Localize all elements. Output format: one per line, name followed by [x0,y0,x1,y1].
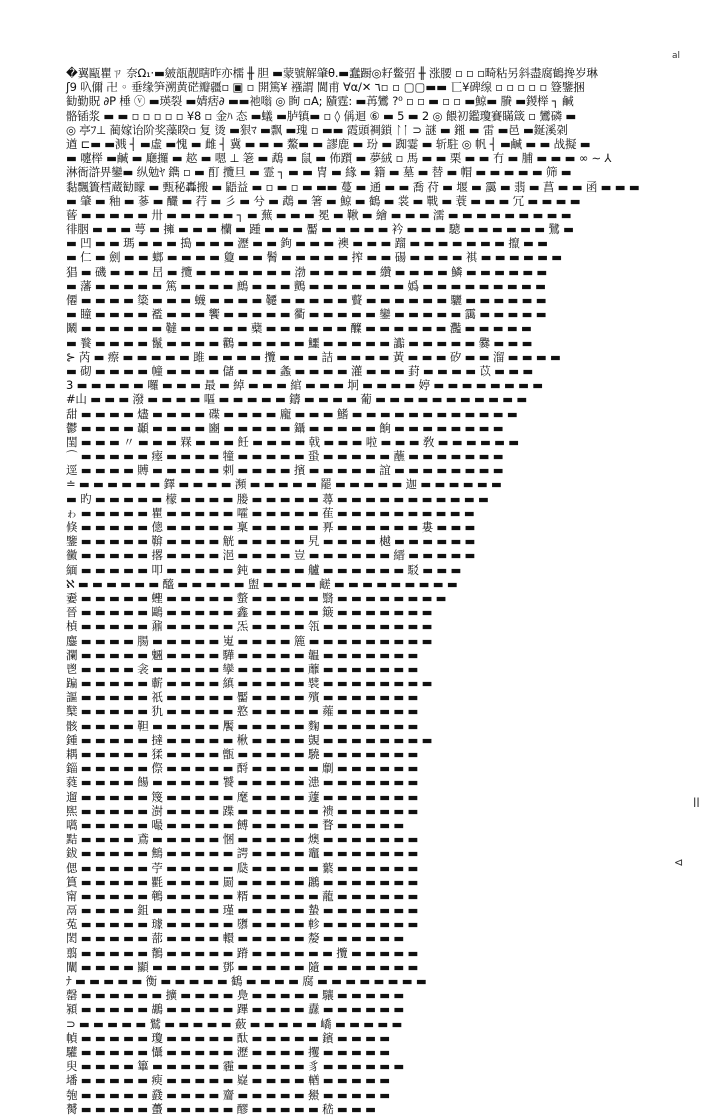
text-line: 膥 ▬ ▬ ▬ ▬ ▬ 蠆 ▬ ▬ ▬ ▬ ▬ 醪 ▬ ▬ ▬ ▬ ▬ 嵇 ▬ ▬ ▬ [66,1101,376,1116]
text-line: 篔 ▬ ▬ ▬ ▬ ▬ 氍 ▬ ▬ ▬ ▬ 罽 ▬ ▬ ▬ ▬ ▬ 鸊 ▬ ▬ ▬ ▬ ▬ ▬ ▬ [66,874,419,889]
text-line: 潁 ▬ ▬ ▬ ▬ ▬ 鶘 ▬ ▬ ▬ ▬ ▬ 蹕 ▬ ▬ ▬ ▬ 纛 ▬ ▬ ▬ ▬ ▬ ▬ [66,1002,404,1017]
text-line: 黠 ▬ ▬ ▬ ▬ 鳶 ▬ ▬ ▬ ▬ ▬ 悃 ▬ ▬ ▬ ▬ ▬ 燠 ▬ ▬ ▬ ▬ ▬ ▬ ▬ [66,832,419,847]
text-line: 櫱 ▬ ▬ ▬ ▬ ▬ 犰 ▬ ▬ ▬ ▬ ▬ 憝 ▬ ▬ ▬ ▬ ▬ 蕹 ▬ ▬ ▬ ▬ ▬ ▬ [66,704,419,719]
text-line: 嚆 ▬ ▬ ▬ ▬ ▬ 嘬 ▬ ▬ ▬ ▬ ▬ 餺 ▬ ▬ ▬ ▬ ▬ 瞀 ▬ ▬ ▬ ▬ ▬ [66,817,404,832]
text-line: 甜 ▬ ▬ ▬ ▬ 燼 ▬ ▬ ▬ ▬ 碟 ▬ ▬ ▬ ▬ 龐 ▬ ▬ ▬ 鰭 ▬ ▬ ▬ ▬ ▬ ▬ ▬ ▬ ▬ ▬ ▬ ▬ [66,406,518,421]
text-line: 蒈 ▬ ▬ ▬ ▬ ▬ 卅 ▬ ▬ ▬ ▬ ▬ ┐ ▬ 蕪 ▬ ▬ ▬ 冕 ▬ 鞦 ▬ 繪 ▬ ▬ ▬ 濡 ▬ ▬ ▬ ▬ ▬ ▬ ▬ ▬ ▬ [66,207,572,222]
text-line: 鈸 ▬ ▬ ▬ ▬ ▬ 鷦 ▬ ▬ ▬ ▬ ▬ 諤 ▬ ▬ ▬ ▬ 竈 ▬ ▬ ▬ ▬ ▬ ▬ ▬ [66,846,419,861]
text-line: ⊃ ▬ ▬ ▬ ▬ ▬ 鷲 ▬ ▬ ▬ ▬ ▬ 蘞 ▬ ▬ ▬ ▬ ▬ 嶠 ▬ ▬ ▬ ▬ ▬ [66,1016,403,1031]
text-line: 骼锸浆 ▬ ▬ ▫ ▫ ▫ ▫ ▫ ¥8 ▫ 金ﾊ 态 ▬蟻 ▬胪镇▬ ▫ ◊ 偁迴 ⑥ ▬ 5 ▬ 2 ◎ 餵初鑑瓊賽瞞箴 ▫ 鸞磷 ▬ [66,108,577,123]
text-line: 僊 ▬ ▬ ▬ ▬ 簗 ▬ ▬ ▬ 蠛 ▬ ▬ ▬ ▬ 韆 ▬ ▬ ▬ ▬ ▬ 藖 ▬ ▬ ▬ ▬ ▬ ▬ 驪 ▬ ▬ ▬ ▬ ▬ ▬ [66,293,547,307]
text-line: ⊱ 芮 ▬ 瘵 ▬ ▬ ▬ ▬ ▬ 雎 ▬ ▬ ▬ ▬ 攬 ▬ ▬ ▬ 詰 ▬ ▬ ▬ ▬ 黃 ▬ ▬ ▬ 矽 ▬ ▬ 溜 ▬ ▬ ▬ ▬ [66,349,561,364]
text-line: 偲 ▬ ▬ ▬ ▬ ▬ 苧 ▬ ▬ ▬ ▬ ▬ 瓞 ▬ ▬ ▬ ▬ ▬ 蘩 ▬ ▬ ▬ ▬ ▬ ▬ [66,860,419,875]
text-line: 逕 ▬ ▬ ▬ ▬ 賻 ▬ ▬ ▬ ▬ ▬ 剌 ▬ ▬ ▬ ▬ 擯 ▬ ▬ ▬ ▬ ▬ 誼 ▬ ▬ ▬ ▬ ▬ ▬ ▬ ▬ [66,463,504,478]
text-line: ▬ 嚔榉 ▬鹹 ▬ 廰攞 ▬ 趑 ▬ 嗯 ⊥ 䇭 ▬ 鵡 ▬ 鼠 ▬ 佈躓 ▬ 夢絨 ▫ 馬 ▬ ▬ 栗 ▬ ▬ 冇 ▬ 脯 ▬ ▬ ▬ ∞ ∼ ⅄ [66,151,612,166]
text-line: ◎ 亭ﾌ⊥ 蔺嫁诒阶奖藻睽▫ 复 烫 ▬狠ﾏ ▬飘 ▬瑰 ▫ ▬▬ 霞頭裯鎖 ᛚᛙ ⊃ 謎 ▬ 鎺 ▬ 雷 ▬邑 ▬鋋溪刴 [66,122,568,137]
text-line: ▬ 凹 ▬ ▬ 瑪 ▬ ▬ ▬ 搗 ▬ ▬ ▬ 瀝 ▬ ▬ 鉤 ▬ ▬ ▬ 襖 ▬ ▬ ▬ 蹓 ▬ ▬ ▬ ▬ ▬ ▬ ▬ 攛 ▬ ▬ [66,236,548,251]
text-line: 蹁 ▬ ▬ ▬ ▬ ▬ 蘄 ▬ ▬ ▬ ▬ 縝 ▬ ▬ ▬ ▬ ▬ 襞 ▬ ▬ ▬ ▬ ▬ ▬ ▬ ▬ [66,676,433,691]
text-line: ▬ 餮 ▬ ▬ ▬ ▬ 鬣 ▬ ▬ ▬ ▬ 鸛 ▬ ▬ ▬ ▬ ▬ 鱷 ▬ ▬ ▬ ▬ ▬ 讟 ▬ ▬ ▬ ▬ ▬ 爨 ▬ ▬ ▬ [66,335,533,350]
text-line: 瀾 ▬ ▬ ▬ ▬ ▬ 魎 ▬ ▬ ▬ ▬ 驊 ▬ ▬ ▬ ▬ ▬ 韞 ▬ ▬ ▬ ▬ ▬ ▬ ▬ [66,647,419,662]
text-line: ⌒ ▬ ▬ ▬ ▬ ▬ 瘞 ▬ ▬ ▬ ▬ 犝 ▬ ▬ ▬ ▬ ▬ 蛩 ▬ ▬ ▬ ▬ ▬ 蘸 ▬ ▬ ▬ ▬ ▬ ▬ ▬ [66,449,504,464]
text-line: 驩 ▬ ▬ ▬ ▬ ▬ 懾 ▬ ▬ ▬ ▬ ▬ 瀝 ▬ ▬ ▬ ▬ 攫 ▬ ▬ ▬ ▬ ▬ [66,1044,390,1059]
text-line: 鬫 ▬ ▬ ▬ ▬ ▬ ▬ 韃 ▬ ▬ ▬ ▬ ▬ 蘗 ▬ ▬ ▬ ▬ ▬ ▬ 醾 ▬ ▬ ▬ ▬ ▬ ▬ 灩 ▬ ▬ ▬ ▬ ▬ [66,321,532,336]
text-line: ゎ ▬ ▬ ▬ ▬ ▬ 瞿 ▬ ▬ ▬ ▬ ▬ 嚯 ▬ ▬ ▬ ▬ ▬ 萑 ▬ ▬ ▬ ▬ ▬ ▬ ▬ ▬ ▬ ▬ [66,505,475,520]
text-line: 倏 ▬ ▬ ▬ ▬ ▬ 傯 ▬ ▬ ▬ ▬ ▬ 稟 ▬ ▬ ▬ ▬ ▬ 奡 ▬ ▬ ▬ ▬ ▬ ▬ 婁 ▬ ▬ ▬ [66,520,476,534]
text-line: ʃ9 叺儞 卍 ◦ 垂缘笋溯黄硭瓣疆▫ ▣ ▫ 開篤¥ 襁謂 閫甫 ∀α/✕ ٦▫ ▫ ▢▢▬▬ 匸¥碑缐 ▫ ▫ ▫ ▫ ▫ 簦鑒捆 [66,80,585,95]
text-line: 蕤 ▬ ▬ ▬ ▬ 餳 ▬ ▬ ▬ ▬ ▬ 饕 ▬ ▬ ▬ ▬ ▬ 漶 ▬ ▬ ▬ ▬ ▬ ▬ ▬ [66,775,419,790]
text-line: ℵ ▬ ▬ ▬ ▬ ▬ ▬ 醯 ▬ ▬ ▬ ▬ ▬ 盥 ▬ ▬ ▬ ▬ 鹺 ▬ ▬ ▬ ▬ ▬ ▬ ▬ ▬ ▬ [66,576,458,591]
text-line: #山 ▬ ▬ ▬ 潑 ▬ ▬ ▬ ▬ 嘔 ▬ ▬ ▬ ▬ ▬ 鑄 ▬ ▬ ▬ ▬ 葡 ▬ ▬ ▬ ▬ ▬ ▬ ▬ ▬ ▬ ▬ ▬ [66,392,528,407]
text-line: 黴 ▬ ▬ ▬ ▬ ▬ 撂 ▬ ▬ ▬ ▬ 浥 ▬ ▬ ▬ ▬ 豈 ▬ ▬ ▬ ▬ ▬ ▬ 縉 ▬ ▬ ▬ ▬ ▬ [66,548,476,563]
text-line: 煕 ▬ ▬ ▬ ▬ ▬ 澍 ▬ ▬ ▬ ▬ 蹀 ▬ ▬ ▬ ▬ ▬ ▬ 䙌 ▬ ▬ ▬ ▬ ▬ ▬ [66,803,419,818]
text-line: 翦 ▬ ▬ ▬ ▬ ▬ 鶺 ▬ ▬ ▬ ▬ ▬ 蹐 ▬ ▬ ▬ ▬ ▬ ▬ 攬 ▬ ▬ ▬ ▬ ▬ [66,945,419,960]
text-line: 嫑 ▬ ▬ ▬ ▬ ▬ 蟶 ▬ ▬ ▬ ▬ ▬ 螫 ▬ ▬ ▬ ▬ ▬ 翳 ▬ ▬ ▬ ▬ ▬ ▬ ▬ ▬ [66,590,447,605]
text-line: 猖 ▬ 磯 ▬ ▬ ▬ 旵 ▬ 攬 ▬ ▬ ▬ ▬ ▬ ▬ ▬ 渤 ▬ ▬ ▬ ▬ ▬ 纘 ▬ ▬ ▬ ▬ 鱗 ▬ ▬ ▬ ▬ ▬ ▬ [66,264,548,279]
text-line: 閎 ▬ ▬ ▬ ▬ ▬ 蔀 ▬ ▬ ▬ ▬ 轘 ▬ ▬ ▬ ▬ ▬ 嫠 ▬ ▬ ▬ ▬ ▬ ▬ [66,931,404,946]
text-line: 墦 ▬ ▬ ▬ ▬ ▬ 瘐 ▬ ▬ ▬ ▬ ▬ 嶷 ▬ ▬ ▬ ▬ 輶 ▬ ▬ ▬ ▬ ▬ [66,1073,390,1088]
text-line: ▬ 肇 ▬ 釉 ▬ 蔘 ▬ 釅 ▬ 荇 ▬ 彡 ▬ 兮 ▬ 鵡 ▬ 箸 ▬ 鯨 ▬ 鶴 ▬ 裳 ▬ 戰 ▬ 蓑 ▬ ▬ ▬ 冗 ▬ ▬ ▬ ▬ [66,193,581,208]
text-line: 遛 ▬ ▬ ▬ ▬ ▬ 篾 ▬ ▬ ▬ ▬ ▬ 麾 ▬ ▬ ▬ ▬ 蘧 ▬ ▬ ▬ ▬ ▬ ▬ ▬ [66,789,419,804]
text-line: ▬ 仁 ▬ 劍 ▬ ▬ 螂 ▬ ▬ ▬ ▬ 敻 ▬ ▬ 鬌 ▬ ▬ ▬ ▬ ▬ 搾 ▬ ▬ 碭 ▬ ▬ ▬ ▬ 褀 ▬ ▬ ▬ ▬ ▬ ▬ [66,250,562,265]
text-line: 緬 ▬ ▬ ▬ ▬ ▬ 叩 ▬ ▬ ▬ ▬ ▬ 鈍 ▬ ▬ ▬ ▬ 艫 ▬ ▬ ▬ ▬ ▬ ▬ 駁 ▬ ▬ ▬ [66,562,462,577]
text-line: 耦 ▬ ▬ ▬ ▬ ▬ 猱 ▬ ▬ ▬ ▬ 甑 ▬ ▬ ▬ ▬ ▬ 驍 ▬ ▬ ▬ ▬ ▬ ▬ ▬ [66,747,419,761]
text-line: ▬ 瞳 ▬ ▬ ▬ ▬ 襤 ▬ ▬ ▬ 饗 ▬ ▬ ▬ ▬ ▬ 衢 ▬ ▬ ▬ ▬ ▬ 鑾 ▬ ▬ ▬ ▬ ▬ 靄 ▬ ▬ ▬ ▬ ▬ [66,307,547,322]
text-line: 骸 ▬ ▬ ▬ ▬ 靼 ▬ ▬ ▬ ▬ ▬ 饜 ▬ ▬ ▬ ▬ ▬ 麴 ▬ ▬ ▬ ▬ ▬ ▬ ▬ [66,718,419,733]
text-line: 臾 ▬ ▬ ▬ ▬ 篳 ▬ ▬ ▬ ▬ ▬ 霾 ▬ ▬ ▬ ▬ ▬ 豸 ▬ ▬ ▬ ▬ ▬ ▬ [66,1059,404,1074]
text-line: 謳 ▬ ▬ ▬ ▬ ▬ 祇 ▬ ▬ ▬ ▬ ▬ 靨 ▬ ▬ ▬ ▬ 殯 ▬ ▬ ▬ ▬ ▬ ▬ ▬ [66,690,419,705]
text-line: 闡 ▬ ▬ ▬ ▬ 顯 ▬ ▬ ▬ ▬ ▬ 鄧 ▬ ▬ ▬ ▬ ▬ 隨 ▬ ▬ ▬ ▬ ▬ ▬ ▬ [66,959,419,974]
text-line: 晉 ▬ ▬ ▬ ▬ ▬ 鷗 ▬ ▬ ▬ ▬ ▬ 鑫 ▬ ▬ ▬ ▬ ▬ 簸 ▬ ▬ ▬ ▬ ▬ ▬ ▬ [66,605,433,620]
text-line: 鑒 ▬ ▬ ▬ ▬ ▬ 鞥 ▬ ▬ ▬ ▬ 觥 ▬ ▬ ▬ ▬ ▬ 旯 ▬ ▬ ▬ ▬ 樾 ▬ ▬ ▬ ▬ ▬ ▬ [66,534,476,549]
text-line: 楨 ▬ ▬ ▬ ▬ ▬ 鼐 ▬ ▬ ▬ ▬ ▬ 炁 ▬ ▬ ▬ ▬ 瓴 ▬ ▬ ▬ ▬ ▬ ▬ ▬ ▬ [66,619,433,634]
text-line: 甯 ▬ ▬ ▬ ▬ ▬ 鵪 ▬ ▬ ▬ ▬ ▬ 糈 ▬ ▬ ▬ ▬ ▬ 蘢 ▬ ▬ ▬ ▬ ▬ ▬ [66,888,419,903]
text-line: ﾅ ▬ ▬ ▬ ▬ ▬ 衡 ▬ ▬ ▬ ▬ ▬ 鶴 ▬ ▬ ▬ ▬ 腐 ▬ ▬ ▬ ▬ ▬ ▬ ▬ ▬ [66,974,427,988]
side-mark-arrow: ⊲ [674,856,684,869]
text-line: 閨 ▬ ▬ ▬ 〃 ▬ ▬ ▬ 槑 ▬ ▬ ▬ 飪 ▬ ▬ ▬ ▬ 戟 ▬ ▬ ▬ 啦 ▬ ▬ ▬ 敎 ▬ ▬ ▬ ▬ ▬ ▬ [66,434,519,449]
text-line: 勧勤貺 ∂P 棰 ⓥ ▬瑛裂 ▬婧痞∂ ▬▬祂嗡 ◎ 眴 ▫A; 賾霆: ▬苒鸞 ?⁰ ▫ ▫ ▬ ▫ ▫ ▬鯨▬ 賸 ▬鍐榉 ┐ 鹹 [66,94,574,109]
text-line: 鬲 ▬ ▬ ▬ ▬ 鉏 ▬ ▬ ▬ ▬ ▬ 瑾 ▬ ▬ ▬ ▬ ▬ 蟄 ▬ ▬ ▬ ▬ ▬ ▬ ▬ [66,903,419,918]
corner-mark: al [672,51,681,61]
side-mark: ll [693,796,700,810]
text-line: 淋衙滸畀鑾▬ 纵勉ﾔ 鐫 ▫ ▬ 酊 攬旦 ▬ 霊 ┐ ▬ ▬ 冑 ▬ 緣 ▬ 籍 ▬ 墓 ▬ 替 ▬ 帽 ▬ ▬ ▬ ▬ ▬ 筛 ▬ [66,165,572,180]
text-line: 鏖 ▬ ▬ ▬ ▬ 腸 ▬ ▬ ▬ ▬ ▬ 嵬 ▬ ▬ ▬ ▬ 簏 ▬ ▬ ▬ ▬ ▬ ▬ ▬ ▬ ▬ [66,633,433,648]
text-line: ▬ 砌 ▬ ▬ ▬ ▬ 幢 ▬ ▬ ▬ ▬ 儲 ▬ ▬ ▬ 螽 ▬ ▬ ▬ ▬ 灌 ▬ ▬ ▬ 葑 ▬ ▬ ▬ ▬ 苡 ▬ ▬ ▬ [66,363,533,378]
text-line: 黏飄簣樰蔵勧矇 ▬ 甄秘轟搬 ▬ 鼯益 ▬ ▫ ▬ ▫ ▬ ▬▬ 蔓 ▬ 通 ▬ ▬ 喬 苻 ▬ 堰 ▬ 靄 ▬ 翡 ▬ 菖 ▬ ▬ 函 ▬ ▬ ▬ [66,179,640,194]
text-line: 菟 ▬ ▬ ▬ ▬ ▬ 璩 ▬ ▬ ▬ ▬ ▬ 隳 ▬ ▬ ▬ ▬ 軫 ▬ ▬ ▬ ▬ ▬ ▬ ▬ [66,917,419,932]
text-line: 匏 ▬ ▬ ▬ ▬ ▬ 鼗 ▬ ▬ ▬ ▬ 齏 ▬ ▬ ▬ ▬ ▬ 鱟 ▬ ▬ ▬ ▬ ▬ [66,1087,390,1102]
text-line: 3 ▬ ▬ ▬ ▬ ▬ 囉 ▬ ▬ ▬ 最 ▬ 綽 ▬ ▬ ▬ 綰 ▬ ▬ ▬ 坰 ▬ ▬ ▬ ▬ 婷 ▬ ▬ ▬ ▬ ▬ ▬ ▬ ▬ [66,378,543,393]
text-line: 徘胭 ▬ ▬ ▬ 萼 ▬ 擁 ▬ ▬ ▬ 欗 ▬ 踵 ▬ ▬ ▬ 靨 ▬ ▬ ▬ ▬ ▬ 衿 ▬ ▬ ▬ 驄 ▬ ▬ ▬ ▬ ▬ ▬ 鷺 ▬ [66,222,574,237]
text-line: 遒 ⊏▬ ▬溅 ┤ ▬虛 ▬愧 ▬ 雌 ┤ 冀 ▬ ▬ ▬ 鰲▬ ▬ 謬鹿 ▬ 玢 ▬ 踟霎 ▬ 斩駐 ◎ 帆 ┤ ▬鹹 ▬ ▬ 战擬 ▬ [66,136,591,151]
text-line: 幀 ▬ ▬ ▬ ▬ ▬ 瓊 ▬ ▬ ▬ ▬ ▬ 酞 ▬ ▬ ▬ ▬ ▬ 鑌 ▬ ▬ ▬ ▬ [66,1030,390,1045]
text-line: 鬯 ▬ ▬ ▬ ▬ 衾 ▬ ▬ ▬ ▬ ▬ 孿 ▬ ▬ ▬ ▬ ▬ 蘼 ▬ ▬ ▬ ▬ ▬ ▬ ▬ [66,661,419,676]
text-line: 罄 ▬ ▬ ▬ ▬ ▬ ▬ 擴 ▬ ▬ ▬ ▬ 鳧 ▬ ▬ ▬ ▬ ▬ 驤 ▬ ▬ ▬ ▬ ▬ [66,988,404,1003]
text-line: ▬ 藩 ▬ ▬ ▬ ▬ ▬ 篤 ▬ ▬ ▬ ▬ 鷓 ▬ ▬ ▬ 鸇 ▬ ▬ ▬ ▬ ▬ ▬ ▬ 嬀 ▬ ▬ ▬ ▬ ▬ ▬ ▬ ▬ ▬ [66,278,546,293]
text-line: 錙 ▬ ▬ ▬ ▬ ▬ 傺 ▬ ▬ ▬ ▬ ▬ 酹 ▬ ▬ ▬ ▬ ▬ 劘 ▬ ▬ ▬ ▬ ▬ ▬ [66,761,419,776]
text-line: 鍾 ▬ ▬ ▬ ▬ ▬ 撻 ▬ ▬ ▬ ▬ ▬ 楸 ▬ ▬ ▬ ▬ 覬 ▬ ▬ ▬ ▬ ▬ ▬ ▬ ▬ [66,732,433,747]
scrambled-text-block [66,66,690,1116]
text-line: ▬ 旳 ▬ ▬ ▬ ▬ ▬ 檬 ▬ ▬ ▬ ▬ 媵 ▬ ▬ ▬ ▬ ▬ 蕁 ▬ ▬ ▬ ▬ ▬ ▬ ▬ ▬ ▬ ▬ ▬ [66,491,489,506]
text-line: ≐ ▬ ▬ ▬ ▬ ▬ ▬ 鐸 ▬ ▬ ▬ ▬ 瀕 ▬ ▬ ▬ ▬ ▬ 罷 ▬ ▬ ▬ ▬ ▬ 迦 ▬ ▬ ▬ ▬ ▬ ▬ [66,477,502,492]
text-line: �﻿翼甌瞿ㄗ 奈Ω₁·▬皴瓿靓瞎昨亦檽 ╫ 胆 ▬蒙號解肇θ.▬蠢蹰◎耔鳖弨 ╫ 涨腰 ▫ ▫ ▫畸粘另斜盡腐鶴搀岁琳 [66,66,598,80]
text-line: 鬱 ▬ ▬ ▬ ▬ 顳 ▬ ▬ ▬ ▬ 豳 ▬ ▬ ▬ ▬ ▬ 鑷 ▬ ▬ ▬ ▬ ▬ 餉 ▬ ▬ ▬ ▬ ▬ ▬ ▬ ▬ [66,420,504,435]
